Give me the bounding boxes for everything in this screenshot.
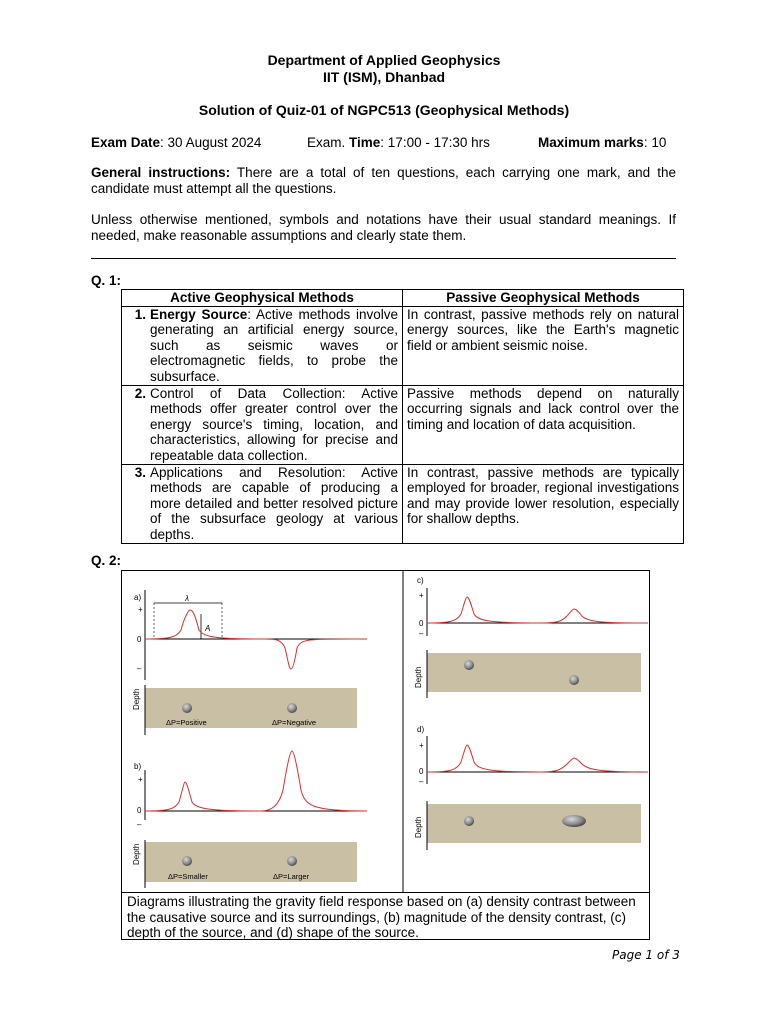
panel-d — [414, 725, 648, 850]
source-sphere — [464, 816, 474, 826]
exam-time — [307, 135, 490, 150]
exam-time-prefix: Exam. — [307, 135, 346, 150]
minus-label: – — [137, 664, 142, 673]
panel-c-label: c) — [417, 576, 424, 585]
active-text: Control of Data Collection: Active methods offer greater control over the energy source's timing, location, and characteristics, allowing for precise and repeatable data collection. — [150, 385, 398, 463]
passive-cell: In contrast, passive methods rely on natural energy sources, like the Earth's magnetic field or ambient seismic noise. — [403, 306, 684, 385]
row-number: 3. — [134, 464, 146, 480]
dp-positive-label: ΔP=Positive — [166, 718, 207, 727]
max-marks-value: : 10 — [643, 135, 667, 150]
zero-label: 0 — [137, 806, 142, 815]
plus-label: + — [138, 775, 143, 784]
instructions-text: There are a total of ten questions, each carrying one mark, and the candidate must attempt all the questions. — [91, 165, 676, 196]
active-cell — [122, 385, 403, 464]
q2-label: Q. 2: — [91, 553, 122, 568]
minus-label: – — [137, 820, 142, 829]
plus-label: + — [138, 605, 143, 614]
source-larger — [287, 856, 297, 866]
panel-b-label: b) — [134, 762, 142, 771]
minus-label: – — [419, 777, 424, 786]
ground-d — [427, 804, 641, 843]
max-marks-label: Maximum marks — [538, 135, 644, 150]
institute-title: IIT (ISM), Dhanbad — [322, 69, 446, 85]
q1-label: Q. 1: — [91, 273, 122, 288]
panel-b — [132, 751, 367, 888]
panel-a — [132, 590, 367, 735]
max-marks — [538, 135, 666, 150]
source-deep — [569, 675, 579, 685]
methods-table — [121, 289, 684, 544]
table-row — [122, 385, 684, 464]
zero-label: 0 — [419, 767, 424, 776]
panel-d-label: d) — [417, 725, 425, 734]
active-bold-term: Energy Source — [150, 306, 248, 322]
instructions-label: General instructions: — [91, 165, 231, 180]
row-number: 2. — [134, 385, 146, 401]
dp-smaller-label: ΔP=Smaller — [168, 872, 208, 881]
lambda-label: λ — [185, 594, 189, 603]
row-number: 1. — [134, 306, 146, 322]
depth-label: Depth — [132, 688, 141, 710]
active-cell — [122, 306, 403, 385]
plus-label: + — [419, 591, 424, 600]
dp-negative-label: ΔP=Negative — [272, 718, 316, 727]
source-ellipsoid — [562, 815, 586, 827]
general-instructions — [91, 165, 676, 197]
passive-cell: In contrast, passive methods are typically employed for broader, regional investigations and may provide lower resolution, especially for shallow depths. — [403, 464, 684, 543]
exam-date-label: Exam Date — [91, 135, 161, 150]
curve-b — [145, 751, 367, 811]
minus-label: – — [419, 629, 424, 638]
source-smaller — [182, 856, 192, 866]
table-row — [122, 464, 684, 543]
panel-c — [414, 576, 648, 698]
section-divider — [91, 258, 676, 259]
depth-label: Depth — [414, 816, 423, 838]
depth-label: Depth — [414, 666, 423, 688]
passive-header: Passive Geophysical Methods — [403, 290, 684, 307]
plus-label: + — [419, 741, 424, 750]
passive-cell: Passive methods depend on naturally occurring signals and lack control over the timing and location of data acquisition. — [403, 385, 684, 464]
exam-time-label: Time — [349, 135, 381, 150]
figure-caption: Diagrams illustrating the gravity field response based on (a) density contrast between the causative source and its surroundings, (b) magnitude of the density contrast, (c) depth of the source, and (d) shape of the source. — [121, 892, 650, 940]
exam-date — [91, 135, 261, 150]
page-number: Page 1 of 3 — [612, 948, 680, 962]
table-header-row — [122, 290, 684, 307]
dp-larger-label: ΔP=Larger — [273, 872, 310, 881]
source-positive — [182, 703, 192, 713]
source-shallow — [464, 660, 474, 670]
active-header: Active Geophysical Methods — [122, 290, 403, 307]
ground-c — [427, 653, 641, 692]
source-negative — [287, 703, 297, 713]
panel-a-label: a) — [134, 593, 142, 602]
department-title: Department of Applied Geophysics — [267, 52, 501, 68]
amplitude-label: A — [205, 624, 211, 633]
curve-c — [427, 597, 648, 623]
active-cell — [122, 464, 403, 543]
exam-time-value: : 17:00 - 17:30 hrs — [380, 135, 490, 150]
zero-label: 0 — [137, 635, 142, 644]
gravity-figure — [121, 570, 650, 892]
notation-note: Unless otherwise mentioned, symbols and notations have their usual standard meanings. If needed, make reasonable assumptions and clearly state them. — [91, 212, 676, 243]
active-text: : Active methods involve generating an artificial energy source, such as seismic waves or electromagnetic fields, to probe the subsurface. — [150, 306, 398, 384]
curve-d — [427, 745, 648, 772]
active-text: Applications and Resolution: Active methods are capable of producing a more detailed and better resolved picture of the subsurface geology at various depths. — [150, 464, 398, 542]
zero-label: 0 — [419, 619, 424, 628]
depth-label: Depth — [132, 843, 141, 865]
quiz-title: Solution of Quiz-01 of NGPC513 (Geophysical Methods) — [198, 102, 570, 118]
exam-date-value: : 30 August 2024 — [160, 135, 262, 150]
table-row — [122, 306, 684, 385]
